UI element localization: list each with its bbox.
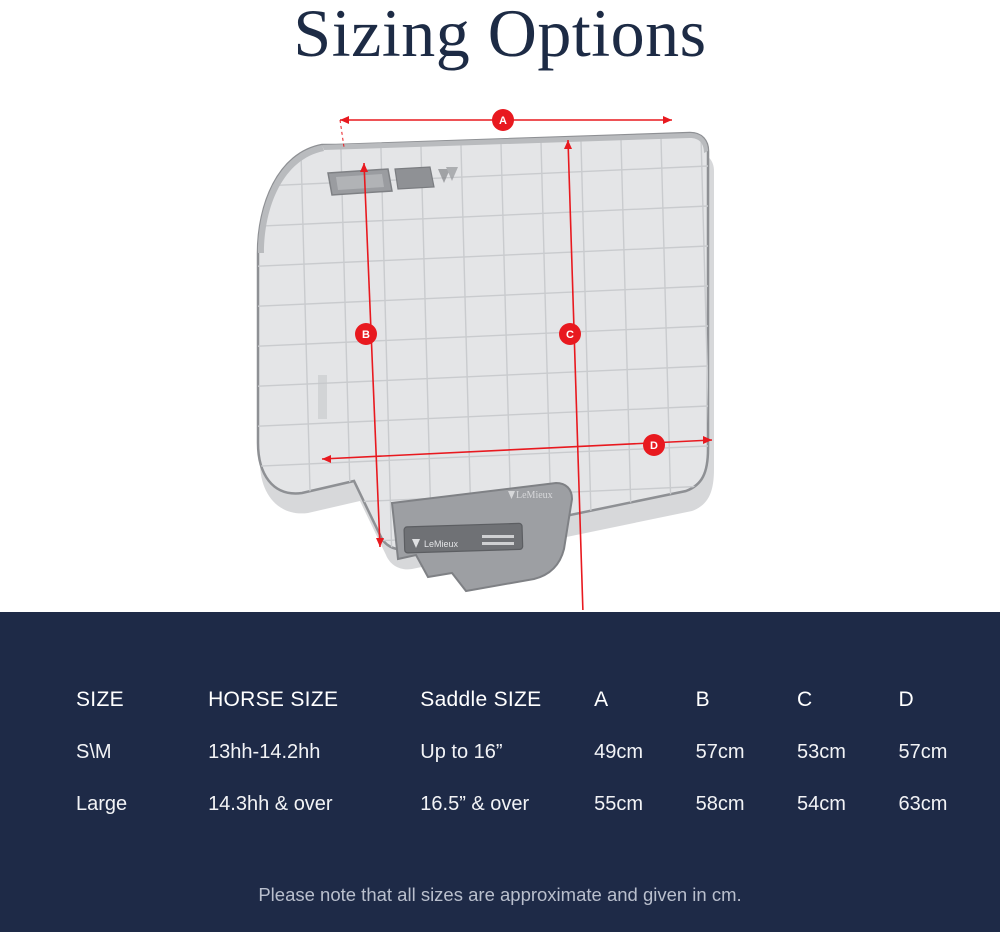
dimension-marker-d-label: D xyxy=(650,440,658,452)
dimension-marker-c-label: C xyxy=(566,329,574,341)
pad-side-label xyxy=(318,375,327,419)
saddle-pad-illustration xyxy=(240,99,730,591)
table-header-row xyxy=(0,674,1000,726)
svg-text:LeMieux: LeMieux xyxy=(516,490,553,501)
page-title: Sizing Options xyxy=(293,0,707,71)
cell-size: Large xyxy=(76,792,128,815)
column-header-a: A xyxy=(594,688,609,711)
cell-a: 49cm xyxy=(594,740,644,763)
table-row xyxy=(0,726,1000,778)
cell-d: 57cm xyxy=(898,740,948,763)
cell-horse-size: 13hh-14.2hh xyxy=(208,740,321,763)
column-header-d: D xyxy=(898,688,914,711)
cell-saddle-size: Up to 16” xyxy=(420,740,503,763)
cell-b: 58cm xyxy=(695,792,745,815)
column-header-saddle-size: Saddle SIZE xyxy=(420,688,542,711)
sizing-note: Please note that all sizes are approximate and given in cm. xyxy=(258,884,742,905)
column-header-b: B xyxy=(695,688,710,711)
cell-c: 54cm xyxy=(797,792,846,815)
column-header-size: SIZE xyxy=(76,688,124,711)
dimension-marker-b xyxy=(355,323,377,345)
cell-a: 55cm xyxy=(594,792,644,815)
column-header-c: C xyxy=(797,688,813,711)
table-row xyxy=(0,778,1000,830)
cell-d: 63cm xyxy=(898,792,948,815)
sizing-table xyxy=(0,674,1000,830)
dimension-marker-b-label: B xyxy=(362,329,370,341)
dimension-marker-a xyxy=(492,109,514,131)
cell-c: 53cm xyxy=(797,740,846,763)
saddle-pad-measurement-diagram xyxy=(0,95,1000,610)
cell-size: S\M xyxy=(76,740,112,763)
cell-b: 57cm xyxy=(695,740,745,763)
dimension-marker-a-label: A xyxy=(499,115,507,127)
cell-horse-size: 14.3hh & over xyxy=(208,792,333,815)
dimension-marker-c xyxy=(559,323,581,345)
column-header-horse-size: HORSE SIZE xyxy=(208,688,339,711)
cell-saddle-size: 16.5” & over xyxy=(420,792,530,815)
dimension-marker-d xyxy=(643,434,665,456)
svg-text:LeMieux: LeMieux xyxy=(424,539,459,549)
sizing-table-panel xyxy=(0,612,1000,932)
pad-bottom-tab xyxy=(404,523,523,553)
